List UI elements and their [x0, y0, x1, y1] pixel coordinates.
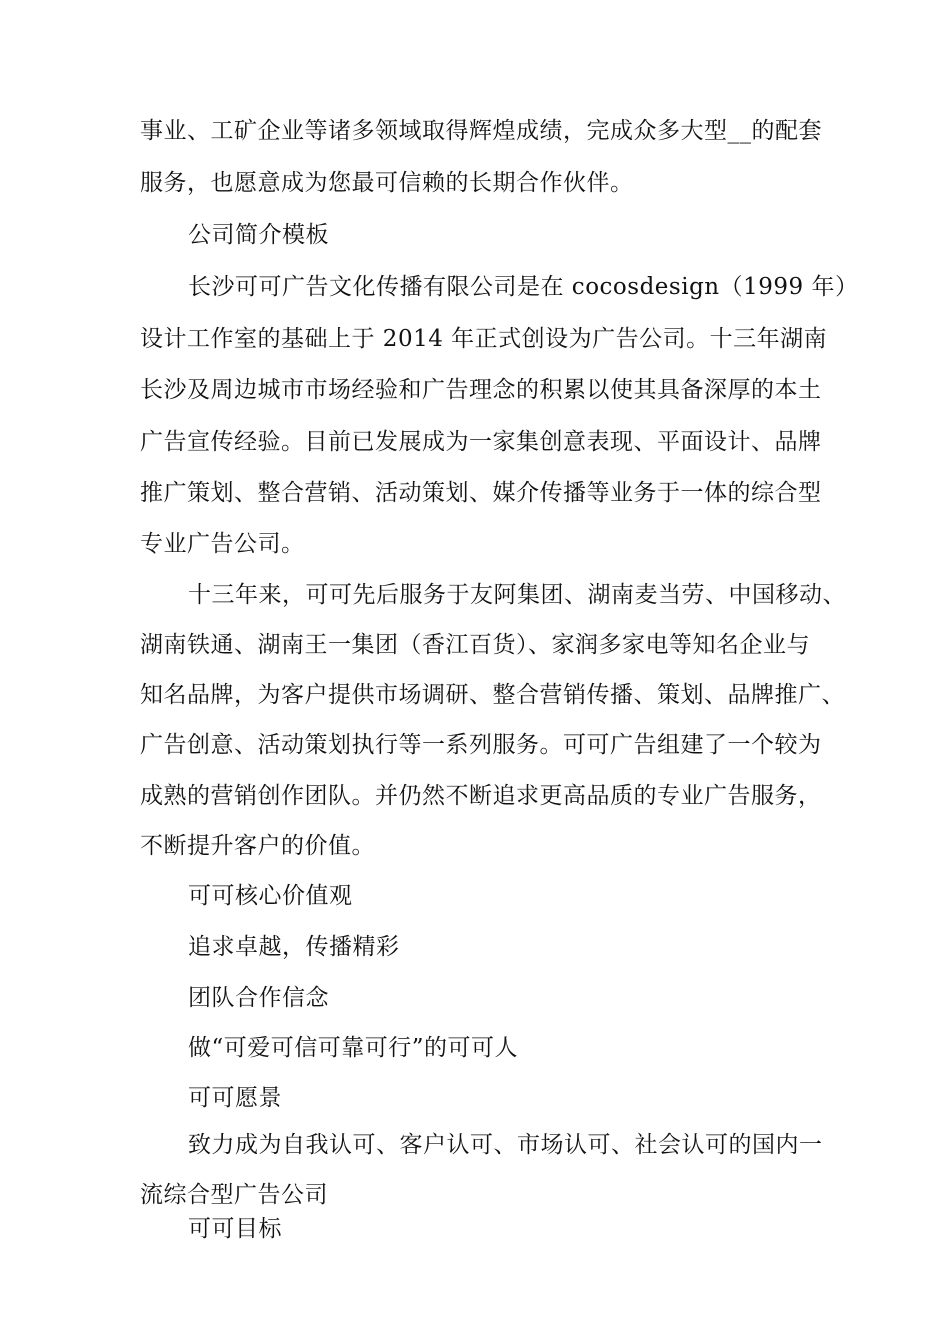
- paragraph-line: 长沙可可广告文化传播有限公司是在 cocosdesign（1999 年）: [188, 274, 859, 300]
- section-heading: 公司简介模板: [188, 222, 329, 248]
- paragraph-line: 致力成为自我认可、客户认可、市场认可、社会认可的国内一: [188, 1132, 823, 1158]
- paragraph-line: 湖南铁通、湖南王一集团（香江百货）、家润多家电等知名企业与: [140, 632, 810, 658]
- paragraph-line: 知名品牌，为客户提供市场调研、整合营销传播、策划、品牌推广、: [140, 682, 845, 708]
- paragraph-line: 追求卓越，传播精彩: [188, 934, 400, 960]
- paragraph-line: 专业广告公司。: [140, 531, 305, 557]
- paragraph-line: 流综合型广告公司: [140, 1182, 328, 1208]
- paragraph-line: 成熟的营销创作团队。并仍然不断追求更高品质的专业广告服务，: [140, 783, 822, 809]
- section-heading: 可可核心价值观: [188, 883, 353, 909]
- paragraph-line: 事业、工矿企业等诸多领域取得辉煌成绩，完成众多大型__的配套: [140, 118, 822, 144]
- paragraph-line: 长沙及周边城市市场经验和广告理念的积累以使其具备深厚的本土: [140, 377, 822, 403]
- paragraph-line: 推广策划、整合营销、活动策划、媒介传播等业务于一体的综合型: [140, 480, 822, 506]
- paragraph-line: 设计工作室的基础上于 2014 年正式创设为广告公司。十三年湖南: [140, 326, 828, 352]
- paragraph-line: 做“可爱可信可靠可行”的可可人: [188, 1035, 519, 1061]
- section-heading: 可可目标: [188, 1216, 282, 1242]
- paragraph-line: 不断提升客户的价值。: [140, 833, 375, 859]
- section-heading: 可可愿景: [188, 1085, 282, 1111]
- paragraph-line: 十三年来，可可先后服务于友阿集团、湖南麦当劳、中国移动、: [188, 582, 846, 608]
- paragraph-line: 广告创意、活动策划执行等一系列服务。可可广告组建了一个较为: [140, 732, 822, 758]
- section-heading: 团队合作信念: [188, 985, 329, 1011]
- paragraph-line: 广告宣传经验。目前已发展成为一家集创意表现、平面设计、品牌: [140, 429, 822, 455]
- paragraph-line: 服务，也愿意成为您最可信赖的长期合作伙伴。: [140, 170, 634, 196]
